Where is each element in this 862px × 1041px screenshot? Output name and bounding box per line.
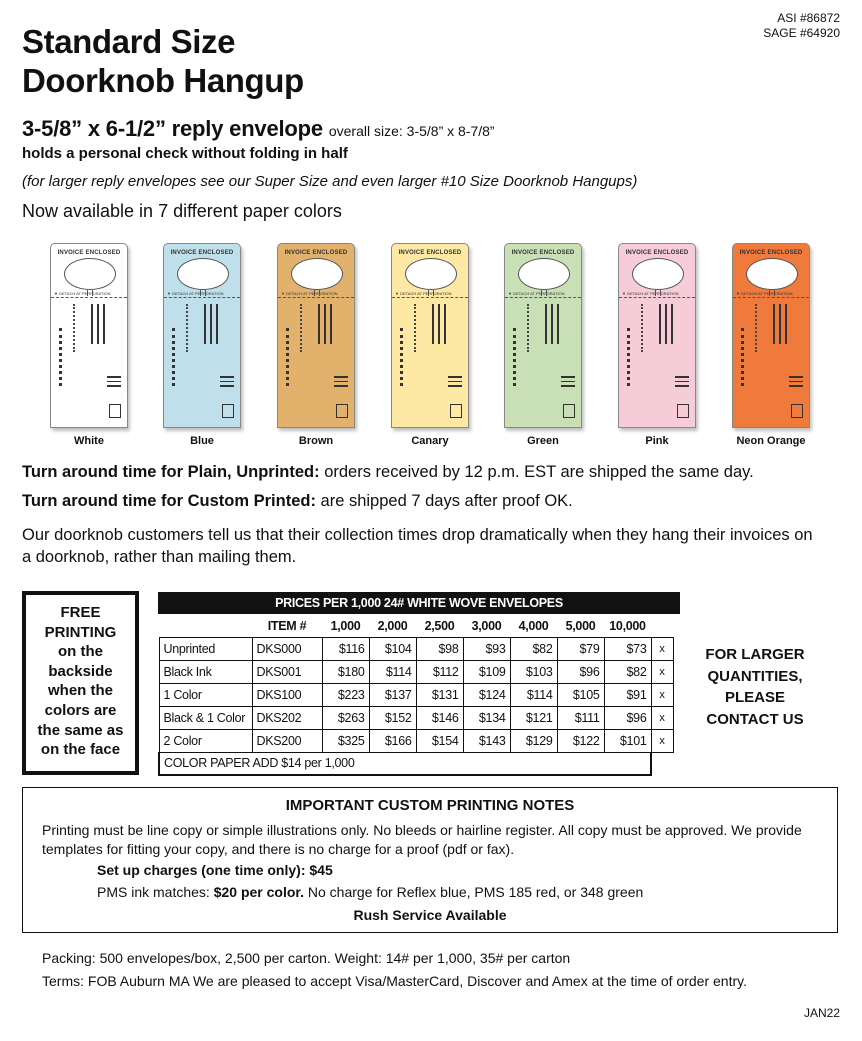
postal-bar <box>773 304 775 344</box>
custom-printing-notes <box>22 787 838 933</box>
larger-quantities-line: FOR LARGER <box>705 646 805 663</box>
free-printing-line: on the <box>58 643 103 661</box>
overall-size: overall size: 3-5/8” x 8-7/8” <box>328 123 495 139</box>
price-cell: $143 <box>463 729 510 752</box>
fim-mark <box>107 381 121 383</box>
postal-bars <box>204 304 232 344</box>
doorknob-hanger-image <box>391 243 469 428</box>
swatch-label: Neon Orange <box>736 435 806 447</box>
notes-paragraph: Printing must be line copy or simple illustrations only. No bleeds or hairline register. All copy must be approved. We provide templates for fitting your copy, and there is no charge for a proof (pdf or fax). <box>42 822 802 857</box>
fim-mark <box>561 381 575 383</box>
stamp-box <box>791 404 803 418</box>
pms-note: No charge for Reflex blue, PMS 185 red, or 348 green <box>303 884 644 900</box>
hanger-hole <box>64 258 116 290</box>
fim-mark <box>334 376 348 378</box>
postal-bars <box>318 304 346 344</box>
invoice-enclosed-text: INVOICE ENCLOSED <box>284 250 348 256</box>
invoice-enclosed-text: INVOICE ENCLOSED <box>511 250 575 256</box>
rush-service: Rush Service Available <box>353 907 507 923</box>
barcode <box>59 328 62 386</box>
stamp-box <box>450 404 462 418</box>
item-number: DKS001 <box>252 660 322 683</box>
column-header: 1,000 <box>330 618 361 633</box>
price-cell: $122 <box>557 729 604 752</box>
asi-number: ASI #86872 <box>777 11 840 25</box>
invoice-enclosed-text: INVOICE ENCLOSED <box>625 250 689 256</box>
price-table-footer-row <box>159 752 673 775</box>
column-header <box>159 615 252 637</box>
postal-bar <box>557 304 559 344</box>
larger-quantities-line: QUANTITIES, <box>707 667 803 685</box>
fim-mark <box>789 376 803 378</box>
hanger-hole <box>291 258 343 290</box>
price-table-title: PRICES PER 1,000 24# WHITE WOVE ENVELOPES <box>158 592 680 614</box>
fim-mark <box>789 385 803 387</box>
perforation-line <box>51 297 127 298</box>
pms-price: $20 per color. <box>213 884 304 900</box>
invoice-enclosed-text: INVOICE ENCLOSED <box>57 250 121 256</box>
larger-quantities-line: CONTACT US <box>706 710 804 728</box>
postal-bar <box>659 304 661 344</box>
price-cell: $73 <box>604 637 651 660</box>
fim-marks <box>107 376 121 390</box>
fim-mark <box>220 381 234 383</box>
swatch-label: Green <box>527 435 559 447</box>
postal-bar <box>551 304 553 344</box>
postal-bar <box>671 304 673 344</box>
color-paper-surcharge: COLOR PAPER ADD $14 per 1,000 <box>159 752 651 775</box>
address-lines <box>186 304 200 352</box>
price-cell: $134 <box>463 706 510 729</box>
price-cell: $152 <box>369 706 416 729</box>
envelope-size-heading <box>22 116 495 142</box>
swatch-label: Canary <box>411 435 449 447</box>
price-cell: $82 <box>604 660 651 683</box>
swatch-label: White <box>74 435 104 447</box>
swatch-label: Blue <box>190 435 214 447</box>
price-cell: $93 <box>463 637 510 660</box>
table-row <box>159 637 673 660</box>
turnaround-plain-label: Turn around time for Plain, Unprinted: <box>22 463 320 481</box>
price-cell: $137 <box>369 683 416 706</box>
item-number: DKS200 <box>252 729 322 752</box>
perforation-line <box>619 297 695 298</box>
column-header: 10,000 <box>609 618 646 633</box>
row-mark: x <box>651 660 673 683</box>
price-cell: $124 <box>463 683 510 706</box>
doorknob-hanger-image <box>50 243 128 428</box>
column-header: ITEM # <box>267 618 307 633</box>
perforation-line <box>164 297 240 298</box>
column-header: 2,500 <box>424 618 455 633</box>
invoice-enclosed-text: INVOICE ENCLOSED <box>170 250 234 256</box>
fim-marks <box>334 376 348 390</box>
terms-info: Terms: FOB Auburn MA We are pleased to accept Visa/MasterCard, Discover and Amex at the time of order entry. <box>42 973 747 989</box>
price-cell: $180 <box>322 660 369 683</box>
price-cell: $91 <box>604 683 651 706</box>
fim-mark <box>107 376 121 378</box>
detach-perforation-text: ▼ DETACH AT PERFORATION <box>281 291 338 296</box>
fim-mark <box>675 385 689 387</box>
postal-bar <box>324 304 326 344</box>
postal-bar <box>330 304 332 344</box>
postal-bars <box>545 304 573 344</box>
fim-mark <box>107 385 121 387</box>
color-swatches <box>0 243 862 455</box>
swatch-canary <box>391 243 469 447</box>
postal-bar <box>438 304 440 344</box>
invoice-enclosed-text: INVOICE ENCLOSED <box>739 250 803 256</box>
stamp-box <box>563 404 575 418</box>
price-cell: $105 <box>557 683 604 706</box>
holds-check-note: holds a personal check without folding in half <box>22 145 348 162</box>
address-lines <box>755 304 769 352</box>
table-row <box>159 683 673 706</box>
address-lines <box>641 304 655 352</box>
doorknob-hanger-image <box>163 243 241 428</box>
price-cell: $146 <box>416 706 463 729</box>
row-mark: x <box>651 683 673 706</box>
price-cell: $263 <box>322 706 369 729</box>
price-cell: $154 <box>416 729 463 752</box>
swatch-green <box>504 243 582 447</box>
swatch-brown <box>277 243 355 447</box>
price-cell: $166 <box>369 729 416 752</box>
doorknob-hanger-image <box>618 243 696 428</box>
invoice-enclosed-text: INVOICE ENCLOSED <box>398 250 462 256</box>
fim-mark <box>789 381 803 383</box>
price-cell: $121 <box>510 706 557 729</box>
date-code: JAN22 <box>803 1006 840 1020</box>
table-row <box>159 706 673 729</box>
sage-number: SAGE #64920 <box>763 26 840 40</box>
fim-marks <box>220 376 234 390</box>
column-header: 4,000 <box>518 618 549 633</box>
doorknob-hanger-image <box>504 243 582 428</box>
fim-mark <box>334 381 348 383</box>
postal-bar <box>318 304 320 344</box>
barcode <box>286 328 289 386</box>
row-mark: x <box>651 706 673 729</box>
colors-available-note: Now available in 7 different paper colors <box>22 201 342 221</box>
price-table <box>158 615 674 776</box>
price-cell: $111 <box>557 706 604 729</box>
free-printing-box <box>22 591 139 775</box>
stamp-box <box>222 404 234 418</box>
stamp-box <box>109 404 121 418</box>
detach-perforation-text: ▼ DETACH AT PERFORATION <box>167 291 224 296</box>
detach-perforation-text: ▼ DETACH AT PERFORATION <box>508 291 565 296</box>
column-header: 3,000 <box>471 618 502 633</box>
item-number: DKS202 <box>252 706 322 729</box>
barcode <box>741 328 744 386</box>
postal-bar <box>97 304 99 344</box>
customers-testimonial: Our doorknob customers tell us that their collection times drop dramatically when they hang their invoices on a doorknob, rather than mailing them. <box>22 526 813 566</box>
price-cell: $129 <box>510 729 557 752</box>
free-printing-line: the same as <box>37 721 124 739</box>
hanger-hole <box>518 258 570 290</box>
larger-envelopes-note: (for larger reply envelopes see our Super Size and even larger #10 Size Doorknob Hangups) <box>22 173 638 190</box>
postal-bars <box>659 304 687 344</box>
price-cell: $98 <box>416 637 463 660</box>
postal-bar <box>665 304 667 344</box>
pms-ink-matches <box>97 884 643 900</box>
fim-marks <box>561 376 575 390</box>
perforation-line <box>392 297 468 298</box>
row-label: Black & 1 Color <box>159 706 252 729</box>
address-lines <box>414 304 428 352</box>
fim-mark <box>675 376 689 378</box>
price-cell: $104 <box>369 637 416 660</box>
larger-quantities-line: PLEASE <box>724 689 785 706</box>
price-cell: $131 <box>416 683 463 706</box>
column-header <box>651 615 673 637</box>
price-cell: $114 <box>510 683 557 706</box>
hanger-hole <box>632 258 684 290</box>
postal-bar <box>204 304 206 344</box>
swatch-pink <box>618 243 696 447</box>
barcode <box>627 328 630 386</box>
hanger-hole <box>746 258 798 290</box>
detach-perforation-text: ▼ DETACH AT PERFORATION <box>395 291 452 296</box>
price-cell: $112 <box>416 660 463 683</box>
fim-mark <box>448 376 462 378</box>
hanger-hole <box>405 258 457 290</box>
price-cell: $103 <box>510 660 557 683</box>
turnaround-custom <box>22 492 573 511</box>
turnaround-plain-text: orders received by 12 p.m. EST are shipped the same day. <box>319 463 754 481</box>
notes-title: IMPORTANT CUSTOM PRINTING NOTES <box>285 797 575 814</box>
reply-envelope-size: 3-5/8” x 6-1/2” reply envelope <box>22 116 323 141</box>
title-line-2: Doorknob Hangup <box>22 62 304 99</box>
postal-bar <box>785 304 787 344</box>
column-header: 2,000 <box>377 618 408 633</box>
price-cell: $96 <box>604 706 651 729</box>
packing-info: Packing: 500 envelopes/box, 2,500 per carton. Weight: 14# per 1,000, 35# per carton <box>42 950 571 966</box>
free-printing-line: PRINTING <box>44 623 117 641</box>
catalog-codes <box>763 11 840 41</box>
swatch-neon-orange <box>732 243 810 447</box>
postal-bar <box>432 304 434 344</box>
fim-mark <box>220 385 234 387</box>
turnaround-custom-text: are shipped 7 days after proof OK. <box>315 492 573 510</box>
postal-bar <box>103 304 105 344</box>
fim-marks <box>675 376 689 390</box>
postal-bar <box>444 304 446 344</box>
larger-quantities-note <box>690 644 820 730</box>
row-mark: x <box>651 729 673 752</box>
stamp-box <box>336 404 348 418</box>
page-title <box>22 22 304 100</box>
fim-mark <box>448 385 462 387</box>
perforation-line <box>505 297 581 298</box>
item-number: DKS000 <box>252 637 322 660</box>
fim-mark <box>675 381 689 383</box>
postal-bars <box>432 304 460 344</box>
table-row <box>159 729 673 752</box>
fim-mark <box>220 376 234 378</box>
row-label: 2 Color <box>159 729 252 752</box>
postal-bars <box>773 304 801 344</box>
row-mark: x <box>651 637 673 660</box>
free-printing-line: colors are <box>44 701 117 719</box>
barcode <box>400 328 403 386</box>
address-lines <box>527 304 541 352</box>
barcode <box>513 328 516 386</box>
row-label: 1 Color <box>159 683 252 706</box>
stamp-box <box>677 404 689 418</box>
fim-mark <box>561 385 575 387</box>
postal-bar <box>545 304 547 344</box>
price-table-header-row <box>159 615 673 637</box>
doorknob-hanger-image <box>732 243 810 428</box>
address-lines <box>73 304 87 352</box>
price-cell: $82 <box>510 637 557 660</box>
fim-marks <box>448 376 462 390</box>
swatch-white <box>50 243 128 447</box>
column-header: 5,000 <box>565 618 596 633</box>
price-cell: $109 <box>463 660 510 683</box>
barcode <box>172 328 175 386</box>
postal-bar <box>91 304 93 344</box>
free-printing-line: when the <box>47 682 113 700</box>
fim-mark <box>448 381 462 383</box>
setup-charges: Set up charges (one time only): $45 <box>97 862 333 878</box>
postal-bar <box>216 304 218 344</box>
postal-bars <box>91 304 119 344</box>
swatch-blue <box>163 243 241 447</box>
detach-perforation-text: ▼ DETACH AT PERFORATION <box>622 291 679 296</box>
price-cell: $96 <box>557 660 604 683</box>
price-cell: $114 <box>369 660 416 683</box>
detach-perforation-text: ▼ DETACH AT PERFORATION <box>736 291 793 296</box>
doorknob-hanger-image <box>277 243 355 428</box>
free-printing-line: on the face <box>40 741 121 759</box>
row-label: Black Ink <box>159 660 252 683</box>
row-label: Unprinted <box>159 637 252 660</box>
item-number: DKS100 <box>252 683 322 706</box>
swatch-label: Pink <box>645 435 669 447</box>
postal-bar <box>210 304 212 344</box>
fim-mark <box>334 385 348 387</box>
price-cell: $325 <box>322 729 369 752</box>
postal-bar <box>779 304 781 344</box>
price-cell: $223 <box>322 683 369 706</box>
table-row <box>159 660 673 683</box>
turnaround-plain <box>22 463 754 482</box>
price-cell: $101 <box>604 729 651 752</box>
turnaround-custom-label: Turn around time for Custom Printed: <box>22 492 316 510</box>
price-cell: $79 <box>557 637 604 660</box>
fim-marks <box>789 376 803 390</box>
detach-perforation-text: ▼ DETACH AT PERFORATION <box>54 291 111 296</box>
perforation-line <box>733 297 809 298</box>
free-printing-line: FREE <box>60 604 101 621</box>
hanger-hole <box>177 258 229 290</box>
perforation-line <box>278 297 354 298</box>
title-line-1: Standard Size <box>22 23 236 60</box>
fim-mark <box>561 376 575 378</box>
free-printing-line: backside <box>48 662 113 680</box>
pms-label: PMS ink matches: <box>97 884 214 900</box>
price-cell: $116 <box>322 637 369 660</box>
address-lines <box>300 304 314 352</box>
swatch-label: Brown <box>298 435 334 447</box>
